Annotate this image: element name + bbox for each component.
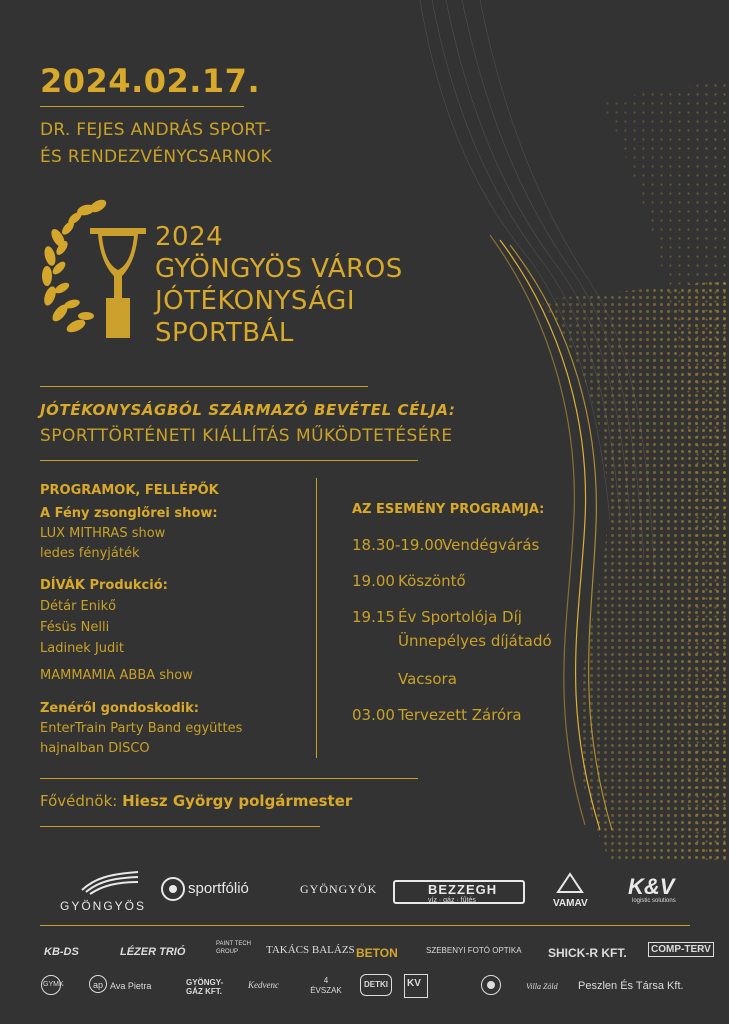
schedule-heading: AZ ESEMÉNY PROGRAMJA: — [352, 502, 545, 517]
sponsor-logo: K&V — [628, 874, 675, 899]
sponsor-logo: KB-DS — [44, 946, 79, 958]
venue-line-2: ÉS RENDEZVÉNYCSARNOK — [40, 147, 272, 167]
sponsor-logo: Ava Pietra — [110, 981, 152, 991]
gyongyos-logo-icon — [80, 868, 140, 896]
sponsor-logo: GYMK — [43, 981, 64, 988]
ball-year: 2024 — [155, 222, 224, 252]
schedule-label: Köszöntő — [398, 572, 466, 590]
svg-text:ap: ap — [93, 980, 104, 990]
sponsor-logo: VAMAV — [553, 898, 588, 909]
venue-line-1: DR. FEJES ANDRÁS SPORT- — [40, 120, 271, 140]
schedule-label: Ünnepélyes díjátadó — [398, 632, 552, 650]
program-line: Ladinek Judit — [40, 641, 125, 656]
sponsor-logo: 4 ÉVSZAK — [310, 976, 342, 995]
sponsor-logo: PAINT TECH GROUP — [216, 941, 252, 955]
ball-title-line-3: SPORTBÁL — [155, 318, 294, 348]
sponsor-logo: sportfólió — [188, 880, 249, 897]
goal-title: JÓTÉKONYSÁGBÓL SZÁRMAZÓ BEVÉTEL CÉLJA: — [40, 401, 456, 419]
sponsor-logo: KV — [407, 978, 421, 989]
schedule-label: Vacsora — [398, 670, 457, 688]
schedule-time: 19.15 — [352, 608, 395, 626]
sponsor-logo: Peszlen És Társa Kft. — [578, 980, 684, 992]
sponsors-divider — [40, 925, 690, 926]
patron-divider-top — [40, 778, 418, 779]
event-date: 2024.02.17. — [40, 62, 261, 100]
program-line: LUX MITHRAS show — [40, 526, 166, 541]
patron-label: Fővédnök: — [40, 792, 118, 810]
patron-name: Hiesz György polgármester — [122, 792, 353, 810]
sponsor-logo: SZEBENYI FOTÓ OPTIKA — [426, 946, 522, 955]
emblem-icon — [480, 974, 502, 996]
sponsor-logo: BETON — [356, 946, 398, 960]
program-group-title: DÍVÁK Produkció: — [40, 578, 168, 593]
sponsor-logo: SHICK-R KFT. — [548, 946, 627, 960]
sponsor-logo: GYÖNGYÖK — [300, 882, 378, 896]
trophy-laurel-icon — [38, 198, 148, 348]
sponsor-logo: BEZZEGH — [428, 882, 498, 897]
programs-heading: PROGRAMOK, FELLÉPŐK — [40, 483, 219, 498]
goal-text: SPORTTÖRTÉNETI KIÁLLÍTÁS MŰKÖDTETÉSÉRE — [40, 426, 453, 446]
date-divider — [40, 106, 244, 107]
ball-title-line-2: JÓTÉKONYSÁGI — [155, 286, 355, 316]
sponsor-logo: GYÖNGY-GÁZ KFT. — [186, 978, 224, 996]
patron — [40, 792, 352, 810]
program-line: hajnalban DISCO — [40, 741, 150, 756]
schedule-time: 03.00 — [352, 706, 395, 724]
program-group-title: A Fény zsonglőrei show: — [40, 506, 218, 521]
program-line: MAMMAMIA ABBA show — [40, 668, 193, 683]
sponsor-logo: Kedvenc — [248, 980, 279, 990]
sponsor-logo: TAKÁCS BALÁZS — [266, 944, 355, 956]
program-line: EnterTrain Party Band együttes — [40, 721, 243, 736]
sponsor-logo: Villa Zöld — [526, 982, 558, 991]
column-divider — [316, 478, 317, 758]
sponsor-logo-sub: víz · gáz · fűtés — [428, 897, 476, 904]
schedule-label: Év Sportolója Díj — [398, 608, 522, 626]
program-line: Fésüs Nelli — [40, 620, 110, 635]
sponsor-logo: DETKI — [364, 980, 388, 989]
vamav-triangle-icon — [556, 872, 584, 894]
sponsor-logo-sub: logistic solutions — [632, 898, 676, 904]
sponsor-logo: COMP-TERV — [648, 942, 714, 957]
schedule-time: 19.00 — [352, 572, 395, 590]
program-group-title: Zenéről gondoskodik: — [40, 701, 199, 716]
goal-divider-top — [40, 386, 368, 387]
ava-pietra-icon — [88, 974, 108, 994]
program-line: ledes fényjáték — [40, 546, 140, 561]
schedule-label: Tervezett Záróra — [398, 706, 522, 724]
program-line: Détár Enikő — [40, 599, 117, 614]
sponsor-logo: LÉZER TRIÓ — [120, 946, 186, 958]
patron-divider-bottom — [40, 826, 320, 827]
ball-title-line-1: GYÖNGYÖS VÁROS — [155, 254, 403, 284]
goal-divider-bottom — [40, 460, 418, 461]
sponsor-logo: GYÖNGYÖS — [60, 899, 147, 913]
sportfolio-ball-icon — [160, 876, 186, 902]
schedule-time: 18.30-19.00 — [352, 536, 444, 554]
schedule-label: Vendégvárás — [442, 536, 540, 554]
